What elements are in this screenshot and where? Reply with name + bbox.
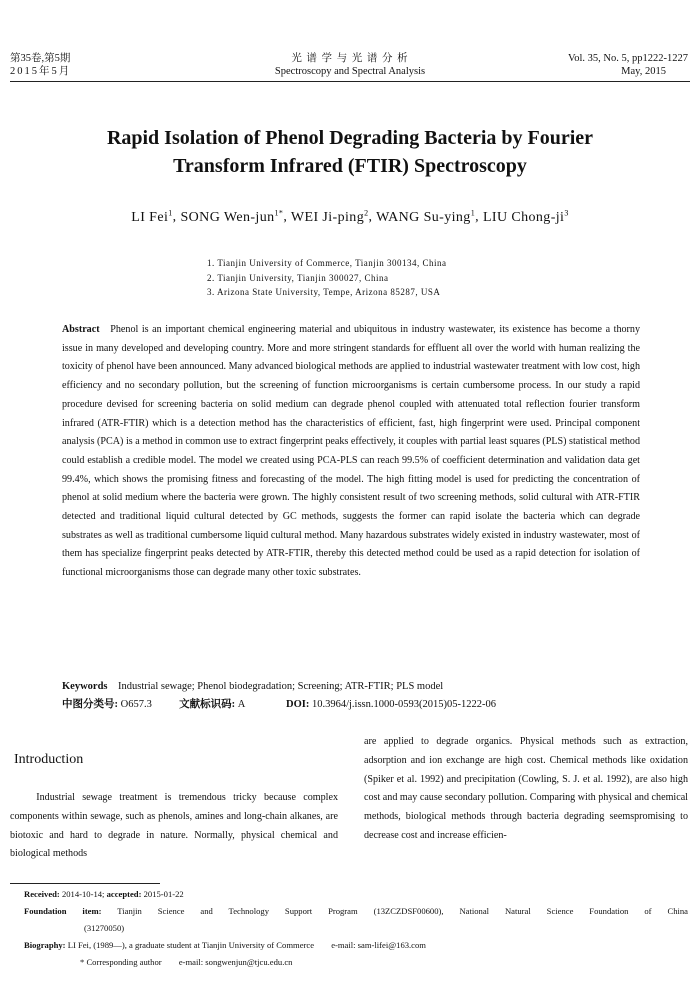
author: LIU Chong-$ji^3$ — [482, 208, 569, 225]
author: WEI Ji-ping$^2$ — [290, 208, 369, 225]
intro-right-column: are applied to degrade organics. Physical methods such as extraction, adsorption and ion exchange are high cost. Chemical methods like oxidation (Spiker et al. 1992) and precipitation (Cowling, S. J. et al. 1992), are also high cost and may cause secondary pollution. Comparing with physical and chemical methods, biological methods through bacteria degrading seemspromising to decrease cost and increase efficien- — [364, 736, 688, 841]
author: SONG Wen-jun$^{1*}$ — [180, 208, 284, 225]
foundation-cont: (31270050) — [84, 923, 125, 933]
keywords-text: Industrial sewage; Phenol biodegradation; Screening; ATR-FTIR; PLS model — [118, 681, 444, 692]
clc-value: O657.3 — [120, 699, 152, 710]
biography-text: LI Fei, (1989—), a graduate student at Tianjin University of Commerce e-mail: sam-lifei@163.com — [67, 940, 426, 950]
biography-label: Biography: — [24, 940, 66, 950]
intro-left-column: Industrial sewage treatment is tremendous tricky because complex components within sewage, such as phenols, amines and long-chain alkanes, are biotoxic and hard to degrade in nature. Normally, physical chemical and biological methods — [10, 792, 338, 860]
classification-line — [62, 696, 652, 714]
doi-label: DOI: — [285, 699, 310, 710]
doi-value: 10.3964/j.issn.1000-0593(2015)05-1222-06 — [311, 699, 496, 710]
accepted-date: 2015-01-22 — [143, 889, 184, 899]
abstract — [62, 321, 640, 583]
affiliations — [207, 256, 447, 300]
affiliation: 2. Tianjin University, Tianjin 300027, China — [207, 272, 389, 283]
footnote-rule — [10, 883, 160, 884]
affiliation: 3. Arizona State University, Tempe, Arizona 85287, USA — [207, 287, 441, 297]
abstract-text: Phenol is an important chemical engineering material and ubiquitous in industry wastewater, its existence has become a thorny issue in many developed and developing country. More and more stringent standards for effluent all over the world with human realizing the toxicity of phenol have been announced. Many advanced biological methods are applied to industrial wastewater treatment with low cost, high efficiency and no secondary pollution, but the screening of function microorganisms is certain cumbersome process. In our study a rapid procedure devised for screening bacteria on solid medium can degrade phenol coupled with attenuated total reflection fourier transform infrared (ATR-FTIR) which is a detection method has the characteristics of efficient, fast, high fingerprint were used. Principal component analysis (PCA) is a method in common use to extract fingerprint peaks effectively, it couples with partial least squares (PLS) statistical method could establish a credible model. The model we created using PCA-PLS can reach 99.5% of coefficient determination and validation data get 99.4%, which shows the promising fitness and forecasting of the model. The high fitting model is used for predicting the concentration of phenol at solid medium where the bacteria were grown. The highly consistent result of two screening methods, solid cultural with ATR-FTIR detected and traditional liquid cultural detected by GC methods, suggests the former can rapid isolate the bacteria which can degrade substrates as well as traditional cumbersome liquid cultural method. Many hazardous substrates widely existed in industry wastewater, most of them has specialize fingerprint peaks detected by ATR-FTIR, thereby this detected method could be used as a rapid detection for isolation of functional microorganisms those can degrade many other toxic substrates. — [62, 324, 640, 579]
journal-name-cn: 光 谱 学 与 光 谱 分 析 — [291, 53, 409, 64]
author: LI Fei$^1$ — [131, 208, 173, 225]
received-label: Received: — [24, 889, 60, 899]
doc-code-value: A — [237, 699, 245, 710]
received-line — [24, 886, 688, 903]
foundation-label: Foundation item: — [24, 906, 102, 916]
date-cn: 2015年5月 — [10, 66, 72, 77]
volume-pages: Vol. 35, No. 5, pp1222-1227 — [568, 53, 688, 64]
title-line-2: Transform Infrared (FTIR) Spectroscopy — [173, 155, 527, 177]
corresponding-author: * Corresponding author e-mail: songwenjun@tjcu.edu.cn — [80, 957, 293, 967]
paper-title — [40, 124, 660, 180]
received-date: 2014-10-14; — [61, 889, 105, 899]
accepted-label: accepted: — [106, 889, 142, 899]
keywords-label: Keywords — [62, 681, 108, 692]
journal-volume-en — [568, 52, 688, 78]
doc-code-label: 文献标识码: — [179, 699, 236, 710]
journal-name-en: Spectroscopy and Spectral Analysis — [274, 66, 426, 77]
author: WANG Su-ying$^1$ — [376, 208, 476, 225]
title-line-1: Rapid Isolation of Phenol Degrading Bacteria by Fourier — [106, 127, 594, 149]
affiliation: 1. Tianjin University of Commerce, Tianjin 300134, China — [207, 258, 447, 268]
foundation-text: Tianjin Science and Technology Support Program (13ZCZDSF00600), National Natural Science Foundation of China — [117, 906, 688, 916]
footnotes — [24, 886, 688, 971]
biography-line — [24, 937, 688, 954]
clc-label: 中图分类号: — [62, 699, 118, 710]
author-list: LI Fei$^1$, SONG Wen-jun$^{1*}$, WEI Ji-ping$^2$, WANG Su-ying$^1$, LIU Chong-$ji^3$ — [131, 208, 569, 225]
header-rule — [10, 81, 690, 82]
volume-issue-cn: 第35卷,第5期 — [10, 53, 71, 64]
section-heading: Introduction — [14, 752, 84, 767]
keywords — [62, 678, 652, 696]
abstract-label: Abstract — [62, 324, 100, 335]
date-en: May, 2015 — [621, 66, 666, 77]
foundation-line — [24, 903, 688, 920]
